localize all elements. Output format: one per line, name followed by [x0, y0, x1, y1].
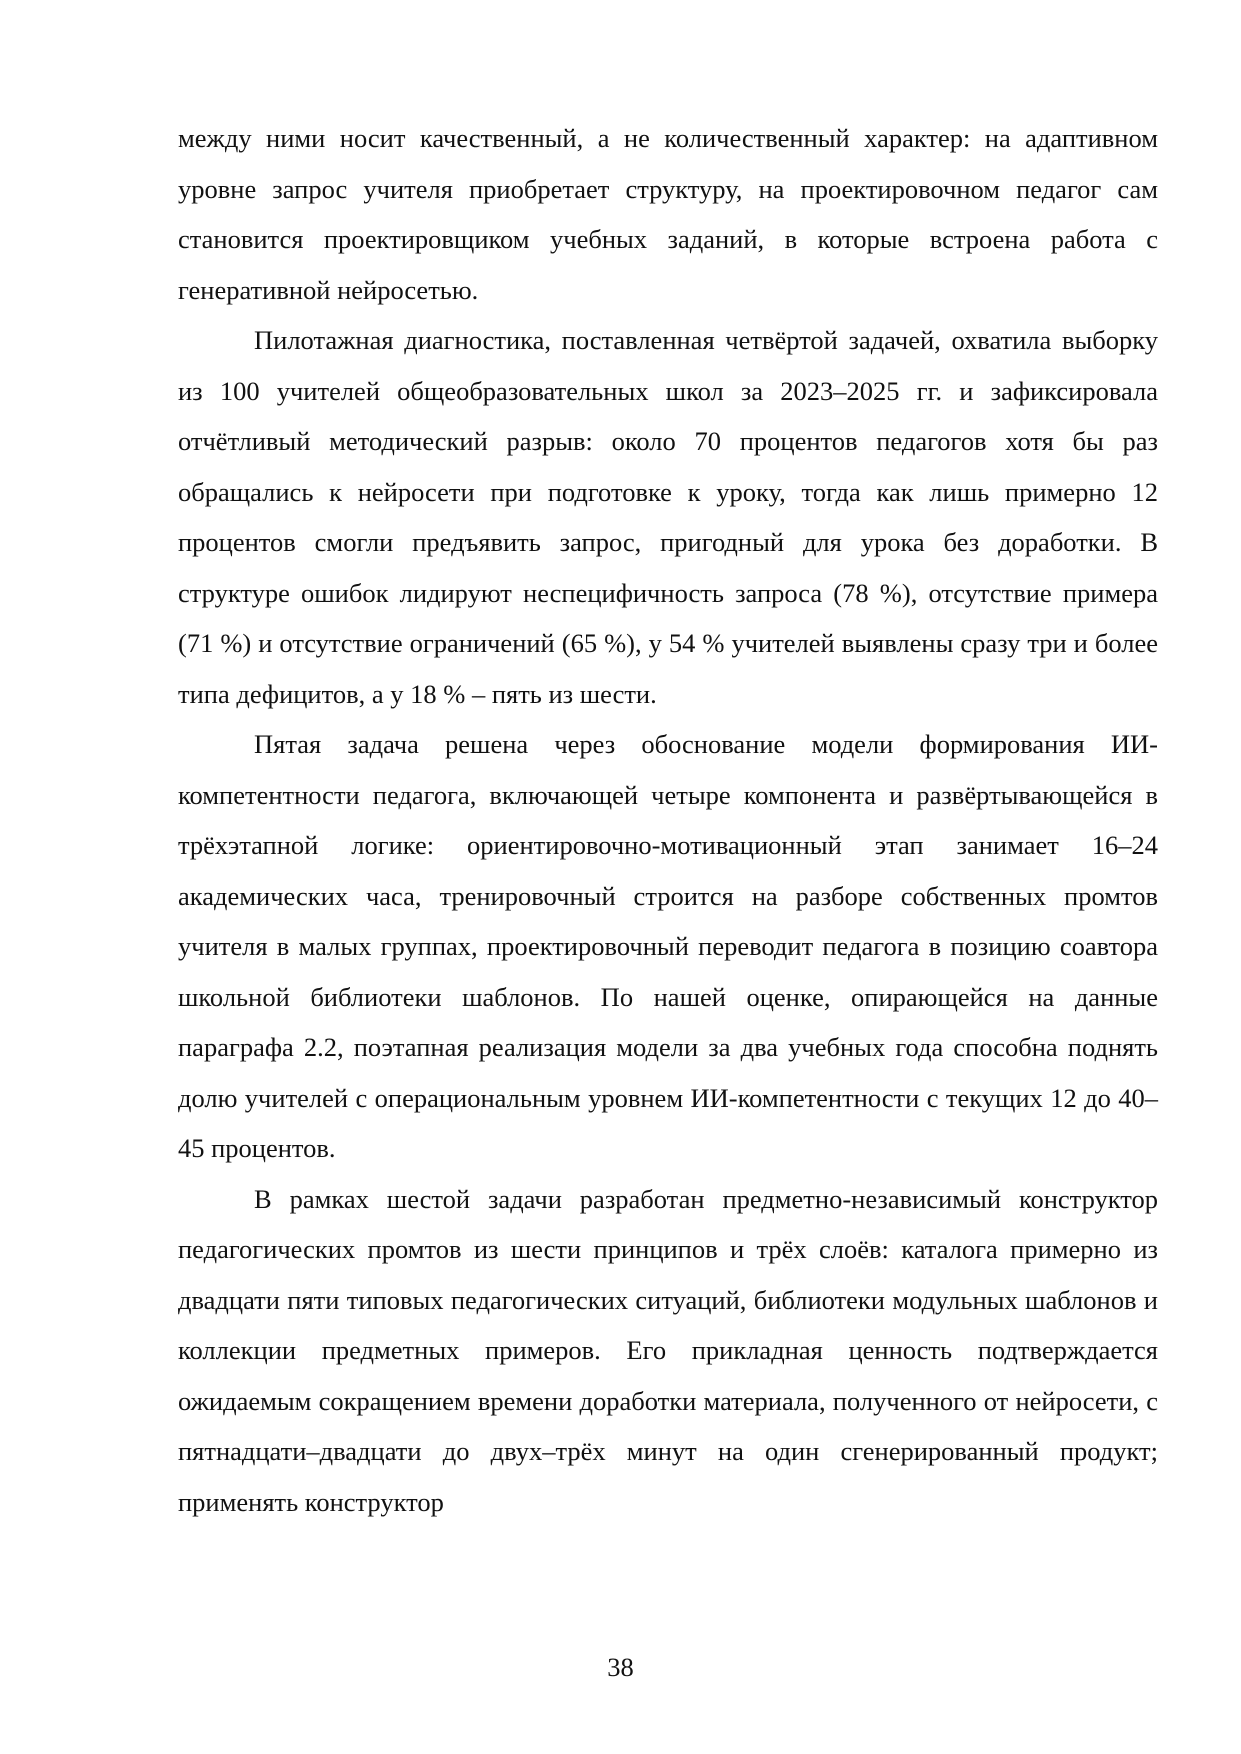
paragraph-continuation: между ними носит качественный, а не количественный характер: на адаптивном уровне запрос учителя приобретает структуру, на проектировочном педагог сам становится проектировщиком учебных заданий, в которые встроена работа с генеративной нейросетью.: [178, 123, 1158, 305]
paragraph-pilot-diagnostics: Пилотажная диагностика, поставленная четвёртой задачей, охватила выборку из 100 учителей общеобразовательных школ за 2023–2025 гг. и зафиксировала отчётливый методический разрыв: около 70 процентов педагогов хотя бы раз обращались к нейросети при подготовке к уроку, тогда как лишь примерно 12 процентов смогли предъявить запрос, пригодный для урока без доработки. В структуре ошибок лидируют неспецифичность запроса (78 %), отсутствие примера (71 %) и отсутствие ограничений (65 %), у 54 % учителей выявлены сразу три и более типа дефицитов, а у 18 % – пять из шести.: [178, 325, 1158, 709]
paragraph-fifth-task: Пятая задача решена через обоснование модели формирования ИИ-компетентности педагога, включающей четыре компонента и развёртывающейся в трёхэтапной логике: ориентировочно-мотивационный этап занимает 16–24 академических часа, тренировочный строится на разборе собственных промтов учителя в малых группах, проектировочный переводит педагога в позицию соавтора школьной библиотеки шаблонов. По нашей оценке, опирающейся на данные параграфа 2.2, поэтапная реализация модели за два учебных года способна поднять долю учителей с операциональным уровнем ИИ-компетентности с текущих 12 до 40–45 процентов.: [178, 729, 1158, 1163]
document-body: [178, 113, 1158, 1527]
page-number: 38: [607, 1652, 634, 1682]
paragraph-sixth-task: В рамках шестой задачи разработан предметно-независимый конструктор педагогических промтов из шести принципов и трёх слоёв: каталога примерно из двадцати пяти типовых педагогических ситуаций, библиотеки модульных шаблонов и коллекции предметных примеров. Его прикладная ценность подтверждается ожидаемым сокращением времени доработки материала, полученного от нейросети, с пятнадцати–двадцати до двух–трёх минут на один сгенерированный продукт; применять конструктор: [178, 1183, 1158, 1517]
